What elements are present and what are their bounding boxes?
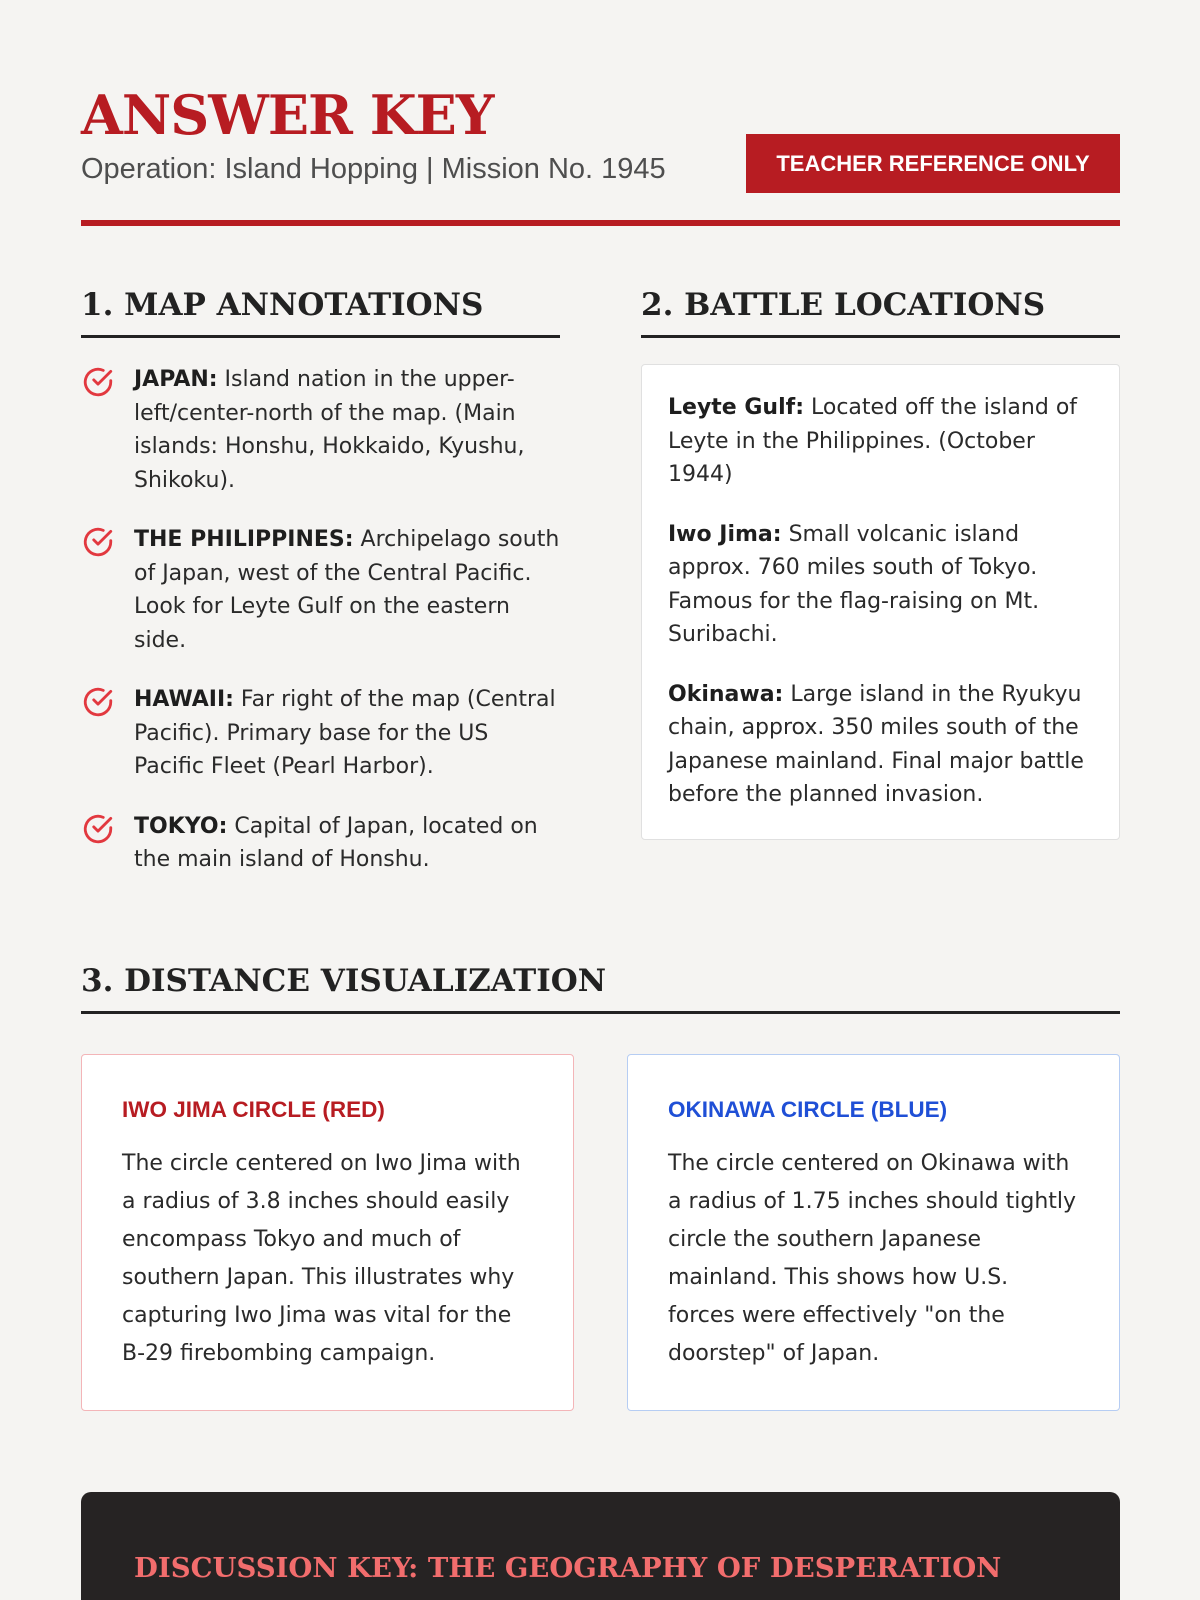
header-divider xyxy=(81,220,1120,226)
annotation-label: JAPAN: xyxy=(134,367,218,392)
map-annotations-list xyxy=(81,363,560,903)
annotation-text xyxy=(134,523,560,657)
page-title: ANSWER KEY xyxy=(81,83,494,147)
iwo-jima-circle-body: The circle centered on Iwo Jima with a radius of 3.8 inches should easily encompass Tokyo and much of southern Japan. This illustrates why capturing Iwo Jima was vital for the B-29 firebombing campaign. xyxy=(122,1151,521,1366)
battle-location-description: Large island in the Ryukyu chain, approx. 350 miles south of the Japanese mainland. Final major battle before the planned invasion. xyxy=(668,681,1084,807)
battle-location-label: Okinawa: xyxy=(668,681,784,707)
iwo-jima-circle-title: IWO JIMA CIRCLE (RED) xyxy=(122,1097,385,1122)
section-heading-map-annotations: 1. MAP ANNOTATIONS xyxy=(81,285,560,338)
teacher-reference-badge: TEACHER REFERENCE ONLY xyxy=(746,134,1120,193)
annotation-label: THE PHILIPPINES: xyxy=(134,527,354,552)
annotation-description: Archipelago south of Japan, west of the Central Pacific. Look for Leyte Gulf on the eastern side. xyxy=(134,527,560,653)
battle-locations-card xyxy=(641,364,1120,840)
list-item xyxy=(81,810,560,877)
discussion-key-title: DISCUSSION KEY: THE GEOGRAPHY OF DESPERATION xyxy=(134,1552,1002,1584)
list-item xyxy=(81,363,560,497)
okinawa-circle-body: The circle centered on Okinawa with a radius of 1.75 inches should tightly circle the southern Japanese mainland. This shows how U.S. forces were effectively "on the doorstep" of Japan. xyxy=(668,1151,1077,1366)
iwo-jima-circle-card xyxy=(81,1054,574,1411)
battle-location-label: Iwo Jima: xyxy=(668,521,782,547)
battle-location-item xyxy=(668,518,1093,652)
annotation-description: Capital of Japan, located on the main island of Honshu. xyxy=(134,813,538,872)
list-item xyxy=(81,683,560,784)
discussion-key-box xyxy=(81,1492,1120,1600)
check-circle-icon xyxy=(81,525,115,559)
annotation-description: Island nation in the upper-left/center-north of the map. (Main islands: Honshu, Hokkaido, Kyushu, Shikoku). xyxy=(134,367,525,493)
check-circle-icon xyxy=(81,685,115,719)
section-heading-distance-visualization: 3. DISTANCE VISUALIZATION xyxy=(81,961,1120,1014)
battle-location-item xyxy=(668,678,1093,812)
annotation-text xyxy=(134,683,560,784)
check-circle-icon xyxy=(81,365,115,399)
annotation-label: HAWAII: xyxy=(134,687,234,712)
battle-location-description: Located off the island of Leyte in the Philippines. (October 1944) xyxy=(668,395,1078,487)
section-heading-battle-locations: 2. BATTLE LOCATIONS xyxy=(641,285,1120,338)
annotation-text xyxy=(134,810,560,877)
battle-location-label: Leyte Gulf: xyxy=(668,395,805,420)
check-circle-icon xyxy=(81,812,115,846)
annotation-text xyxy=(134,363,560,497)
okinawa-circle-title: OKINAWA CIRCLE (BLUE) xyxy=(668,1097,948,1122)
page-subtitle: Operation: Island Hopping | Mission No. 1945 xyxy=(81,153,666,185)
annotation-label: TOKYO: xyxy=(134,813,228,839)
annotation-description: Far right of the map (Central Pacific). Primary base for the US Pacific Fleet (Pearl Harbor). xyxy=(134,687,556,779)
list-item xyxy=(81,523,560,657)
battle-location-description: Small volcanic island approx. 760 miles south of Tokyo. Famous for the flag-raising on Mt. Suribachi. xyxy=(668,521,1040,647)
okinawa-circle-card xyxy=(627,1054,1120,1411)
battle-location-item xyxy=(668,391,1093,492)
